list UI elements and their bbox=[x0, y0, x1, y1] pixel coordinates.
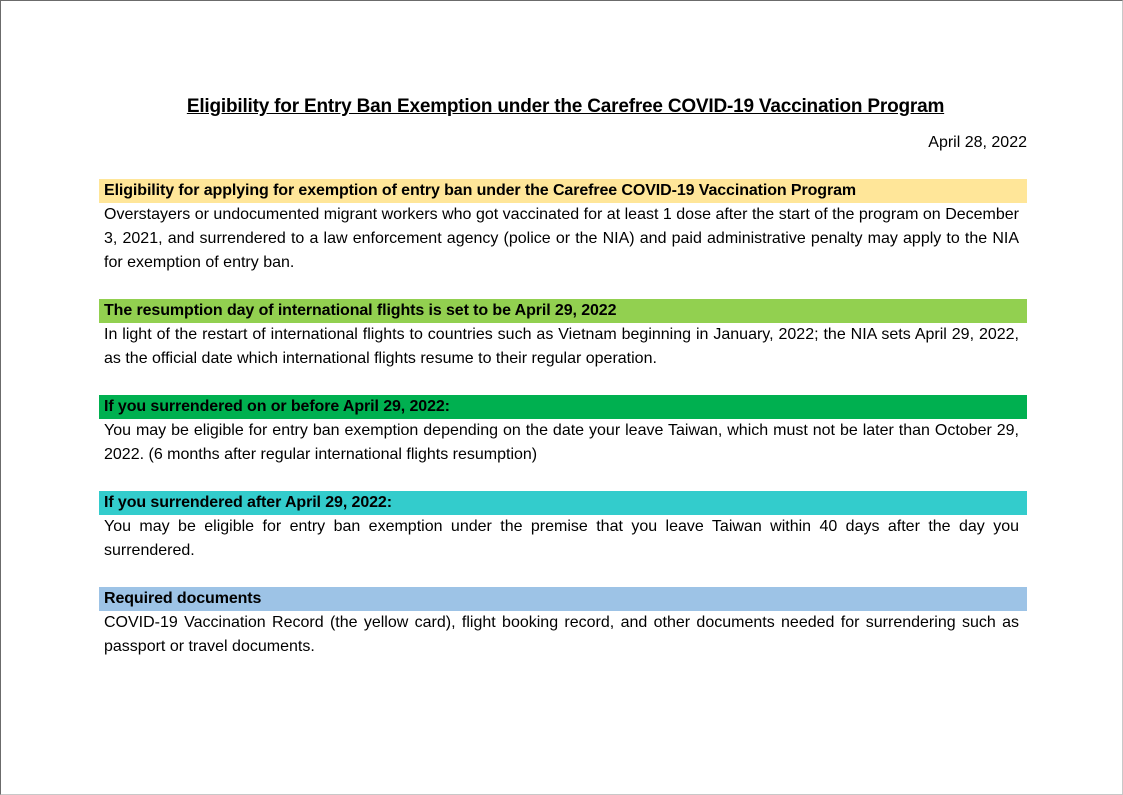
section-flight-resumption bbox=[99, 299, 1027, 371]
document-title: Eligibility for Entry Ban Exemption under the Carefree COVID-19 Vaccination Program bbox=[186, 96, 945, 117]
section-body-surrendered-after: You may be eligible for entry ban exemption under the premise that you leave Taiwan within 40 days after the day you surrendered. bbox=[104, 518, 1019, 559]
section-body-surrendered-before: You may be eligible for entry ban exemption depending on the date your leave Taiwan, which must not be later than October 29, 2022. (6 months after regular international flights resumption) bbox=[104, 422, 1019, 463]
section-heading-required-documents: Required documents bbox=[99, 587, 1027, 611]
section-surrendered-before bbox=[99, 395, 1027, 467]
section-surrendered-after bbox=[99, 491, 1027, 563]
section-body-required-documents: COVID-19 Vaccination Record (the yellow card), flight booking record, and other documents needed for surrendering such as passport or travel documents. bbox=[104, 614, 1019, 655]
section-heading-surrendered-after: If you surrendered after April 29, 2022: bbox=[99, 491, 1027, 515]
section-heading-surrendered-before: If you surrendered on or before April 29, 2022: bbox=[99, 395, 1027, 419]
document-date: April 28, 2022 bbox=[928, 134, 1027, 151]
section-eligibility bbox=[99, 179, 1027, 275]
section-heading-eligibility: Eligibility for applying for exemption of entry ban under the Carefree COVID-19 Vaccination Program bbox=[99, 179, 1027, 203]
section-heading-flight-resumption: The resumption day of international flights is set to be April 29, 2022 bbox=[99, 299, 1027, 323]
section-body-flight-resumption: In light of the restart of international flights to countries such as Vietnam beginning in January, 2022; the NIA sets April 29, 2022, as the official date which international flights resume to their regular operation. bbox=[104, 326, 1019, 367]
section-required-documents bbox=[99, 587, 1027, 659]
section-body-eligibility: Overstayers or undocumented migrant workers who got vaccinated for at least 1 dose after the start of the program on December 3, 2021, and surrendered to a law enforcement agency (police or the NIA) and paid administrative penalty may apply to the NIA for exemption of entry ban. bbox=[104, 206, 1019, 271]
